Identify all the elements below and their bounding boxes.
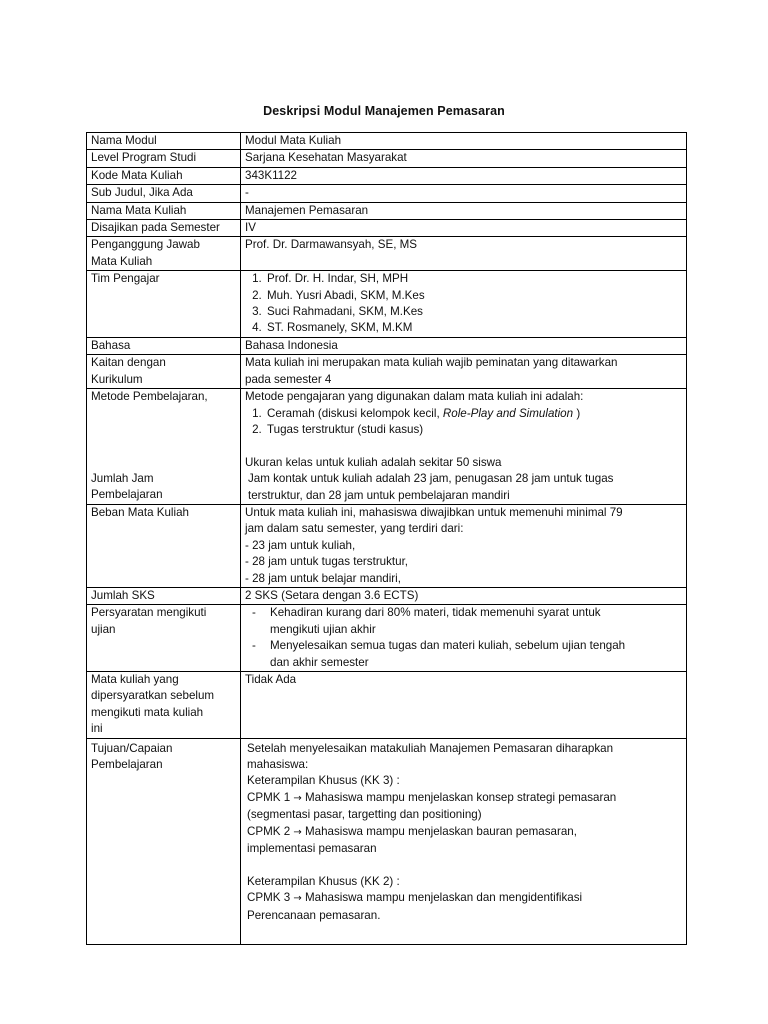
row-persyaratan xyxy=(87,605,687,672)
row-nama-mk xyxy=(87,202,687,219)
label-line: Tujuan/Capaian xyxy=(91,741,173,755)
row-bahasa xyxy=(87,337,687,354)
value-line: - 28 jam untuk belajar mandiri, xyxy=(245,571,401,585)
label-cell xyxy=(87,237,241,271)
value-line: Untuk mata kuliah ini, mahasiswa diwajibkan untuk memenuhi minimal 79 xyxy=(245,505,623,519)
value-cell: Manajemen Pemasaran xyxy=(241,202,687,219)
value-line: Keterampilan Khusus (KK 2) : xyxy=(247,874,400,888)
label-cell: Beban Mata Kuliah xyxy=(87,504,241,587)
label-line: Penganggung Jawab xyxy=(91,238,200,252)
value-cell: - xyxy=(241,185,687,202)
label-cell: Nama Modul xyxy=(87,133,241,150)
label-line: Kurikulum xyxy=(91,372,143,386)
value-line: - 23 jam untuk kuliah, xyxy=(245,538,356,552)
value-line: jam dalam satu semester, yang terdiri dari: xyxy=(245,522,464,536)
list-item: 3. Suci Rahmadani, SKM, M.Kes xyxy=(265,304,682,320)
list-item: 2. Tugas terstruktur (studi kasus) xyxy=(265,422,682,438)
value-cell: Sarjana Kesehatan Masyarakat xyxy=(241,150,687,167)
arrow-right-icon: → xyxy=(293,893,302,905)
method-list xyxy=(245,406,682,439)
label-cell: Level Program Studi xyxy=(87,150,241,167)
value-cell: Bahasa Indonesia xyxy=(241,337,687,354)
value-cell: IV xyxy=(241,220,687,237)
label-cell: Jumlah SKS xyxy=(87,587,241,604)
label-line: Pembelajaran xyxy=(91,758,163,772)
row-sub-judul xyxy=(87,185,687,202)
list-item: 4. ST. Rosmanely, SKM, M.KM xyxy=(265,320,682,336)
value-cell: 2 SKS (Setara dengan 3.6 ECTS) xyxy=(241,587,687,604)
label-cell xyxy=(87,738,241,944)
label-cell: Bahasa xyxy=(87,337,241,354)
page-title: Deskripsi Modul Manajemen Pemasaran xyxy=(263,104,505,118)
value-line: Mata kuliah ini merupakan mata kuliah wajib peminatan yang ditawarkan xyxy=(245,356,618,370)
value-line: mahasiswa: xyxy=(247,758,309,772)
label-line: Mata Kuliah xyxy=(91,254,153,268)
label-line: Pembelajaran xyxy=(91,488,163,502)
value-line: Setelah menyelesaikan matakuliah Manajemen Pemasaran diharapkan xyxy=(247,741,614,755)
value-line: Metode pengajaran yang digunakan dalam mata kuliah ini adalah: xyxy=(245,390,584,404)
value-cell xyxy=(241,605,687,672)
value-cell xyxy=(241,389,687,505)
module-description-table xyxy=(86,132,687,945)
teacher-list xyxy=(245,271,682,337)
label-line: dipersyaratkan sebelum xyxy=(91,689,215,703)
value-line: - 28 jam untuk tugas terstruktur, xyxy=(245,555,409,569)
value-cell: Modul Mata Kuliah xyxy=(241,133,687,150)
row-penanggung xyxy=(87,237,687,271)
arrow-right-icon: → xyxy=(293,826,302,838)
label-cell xyxy=(87,671,241,738)
row-kaitan xyxy=(87,355,687,389)
list-item: - Kehadiran kurang dari 80% materi, tidak memenuhi syarat untuk mengikuti ujian akhir xyxy=(245,605,682,638)
row-metode xyxy=(87,389,687,505)
label-line: Metode Pembelajaran, xyxy=(91,390,208,404)
value-line: implementasi pemasaran xyxy=(247,842,377,856)
label-line: Kaitan dengan xyxy=(91,356,166,370)
value-line: Jam kontak untuk kuliah adalah 23 jam, penugasan 28 jam untuk tugas xyxy=(248,472,614,486)
arrow-right-icon: → xyxy=(293,792,302,804)
row-semester xyxy=(87,220,687,237)
value-cell: 343K1122 xyxy=(241,167,687,184)
row-tujuan xyxy=(87,738,687,944)
value-line: Keterampilan Khusus (KK 3) : xyxy=(247,774,400,788)
value-line: (segmentasi pasar, targetting dan positioning) xyxy=(247,808,482,822)
row-nama-modul xyxy=(87,133,687,150)
value-cell xyxy=(241,738,687,944)
row-kode xyxy=(87,167,687,184)
label-cell xyxy=(87,355,241,389)
row-tim xyxy=(87,271,687,338)
label-line: mengikuti mata kuliah xyxy=(91,705,204,719)
row-sks xyxy=(87,587,687,604)
label-cell: Disajikan pada Semester xyxy=(87,220,241,237)
list-item: 2. Muh. Yusri Abadi, SKM, M.Kes xyxy=(265,288,682,304)
label-cell: Tim Pengajar xyxy=(87,271,241,338)
value-line: Perencanaan pemasaran. xyxy=(247,908,381,922)
value-line: CPMK 2 → Mahasiswa mampu menjelaskan bauran pemasaran, xyxy=(247,824,577,838)
value-line: CPMK 1 → Mahasiswa mampu menjelaskan konsep strategi pemasaran xyxy=(247,790,617,804)
label-line: ujian xyxy=(91,622,116,636)
label-cell xyxy=(87,389,241,505)
label-cell: Kode Mata Kuliah xyxy=(87,167,241,184)
label-line: Mata kuliah yang xyxy=(91,672,179,686)
value-line: terstruktur, dan 28 jam untuk pembelajaran mandiri xyxy=(248,488,510,502)
label-cell xyxy=(87,605,241,672)
label-cell: Nama Mata Kuliah xyxy=(87,202,241,219)
row-beban xyxy=(87,504,687,587)
row-prasyarat xyxy=(87,671,687,738)
requirement-list xyxy=(245,605,682,671)
list-item: 1. Prof. Dr. H. Indar, SH, MPH xyxy=(265,271,682,287)
value-cell xyxy=(241,271,687,338)
list-item: 1. Ceramah (diskusi kelompok kecil, Role-Play and Simulation ) xyxy=(265,406,682,422)
value-cell xyxy=(241,504,687,587)
label-line: ini xyxy=(91,722,103,736)
label-cell: Sub Judul, Jika Ada xyxy=(87,185,241,202)
label-line: Persyaratan mengikuti xyxy=(91,606,207,620)
value-cell xyxy=(241,355,687,389)
value-line: pada semester 4 xyxy=(245,372,332,386)
label-line: Jumlah Jam xyxy=(91,472,154,486)
value-cell: Tidak Ada xyxy=(241,671,687,738)
value-line: CPMK 3 → Mahasiswa mampu menjelaskan dan mengidentifikasi xyxy=(247,891,583,905)
row-level xyxy=(87,150,687,167)
value-line: Ukuran kelas untuk kuliah adalah sekitar 50 siswa xyxy=(245,455,502,469)
value-cell: Prof. Dr. Darmawansyah, SE, MS xyxy=(241,237,687,271)
list-item: - Menyelesaikan semua tugas dan materi kuliah, sebelum ujian tengah dan akhir semester xyxy=(245,638,682,671)
